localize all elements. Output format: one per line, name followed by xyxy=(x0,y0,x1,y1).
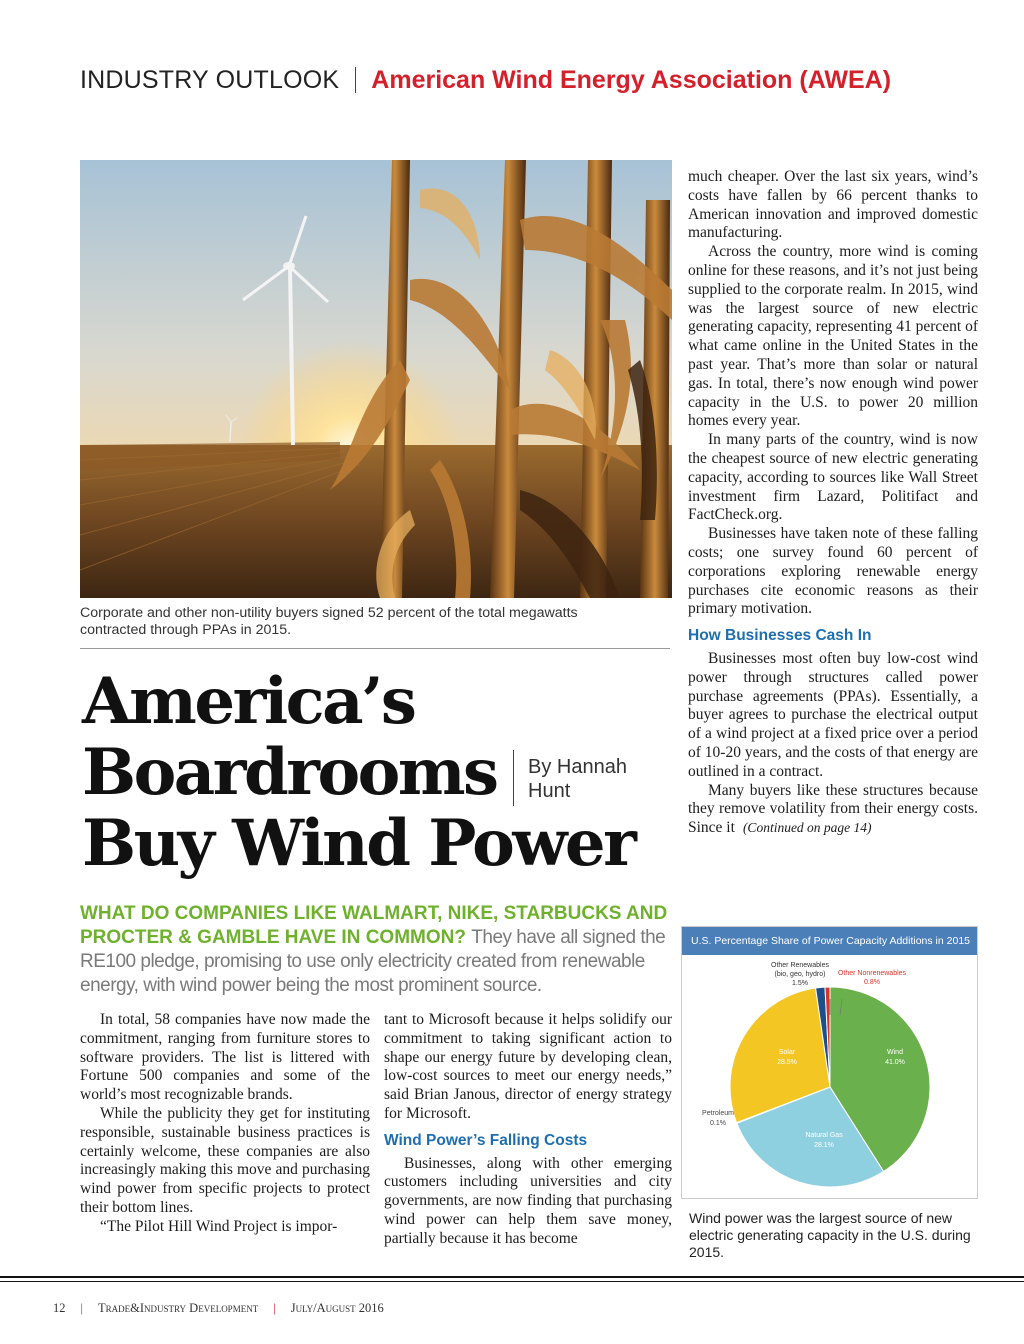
byline-line: By Hannah xyxy=(528,756,627,778)
body-paragraph: In total, 58 companies have now made the commitment, ranging from furniture stores to software providers. The list is littered with Fortune 500 companies and some of the world’s most recognizable brands. xyxy=(80,1011,370,1104)
label-other-renewables: Other Renewables xyxy=(771,962,829,969)
body-paragraph xyxy=(688,782,978,838)
label-other-nonrenewables-value: 0.8% xyxy=(864,979,880,986)
page-number: 12 xyxy=(53,1301,66,1315)
label-natural-gas: Natural Gas xyxy=(805,1132,843,1139)
turbine-cornfield-photo xyxy=(80,160,672,598)
chart-title: U.S. Percentage Share of Power Capacity Additions in 2015 xyxy=(682,927,977,955)
section-label: INDUSTRY OUTLOOK xyxy=(80,65,340,94)
label-other-renewables-sub: (bio, geo, hydro) xyxy=(774,971,826,978)
byline-divider xyxy=(513,750,514,806)
header-divider xyxy=(355,67,356,93)
page-footer xyxy=(53,1301,384,1316)
footer-separator: | xyxy=(273,1301,276,1315)
label-solar-value: 28.5% xyxy=(777,1059,797,1066)
body-paragraph: Businesses most often buy low-cost wind power through structures called power purchase agreements (PPAs). Essentially, a buyer agrees to purchase the electrical output of a wind project at a fixed price over a period of 10-20 years, and the costs of that energy are outlined in a contract. xyxy=(688,649,978,780)
footer-separator: | xyxy=(80,1301,84,1315)
organization-name: American Wind Energy Association (AWEA) xyxy=(371,65,892,94)
caption-divider xyxy=(80,648,670,649)
label-natural-gas-value: 28.1% xyxy=(814,1142,834,1149)
deck-text: They have all signed the RE100 pledge, promising to use only electricity created from renewable energy, with wind power being the most prominent source. xyxy=(80,927,666,996)
label-other-nonrenewables: Other Nonrenewables xyxy=(837,970,907,977)
label-petroleum-value: 0.1% xyxy=(710,1120,726,1127)
publication-name: Trade&Industry Development xyxy=(98,1301,259,1315)
byline xyxy=(528,755,658,803)
body-paragraph: Businesses, along with other emerging customers including universities and city governments, are now finding that purchasing wind power can help them save money, partially because it has become xyxy=(384,1154,672,1247)
body-paragraph: much cheaper. Over the last six years, wind’s costs have fallen by 66 percent thanks to American innovation and improved domestic manufacturing. xyxy=(688,168,978,242)
photo-caption xyxy=(80,605,670,639)
deck-highlight: WHAT DO COMPANIES LIKE WALMART, NIKE, STARBUCKS AND PROCTER & GAMBLE HAVE IN COMMON? xyxy=(80,903,668,948)
body-paragraph: While the publicity they get for instituting responsible, sustainable business practices is certainly welcome, these companies are also increasingly making this move and purchasing wind power from specific projects to protect their bottom lines. xyxy=(80,1104,370,1216)
label-wind: Wind xyxy=(887,1049,903,1056)
body-paragraph: “The Pilot Hill Wind Project is impor- xyxy=(100,1217,338,1235)
body-paragraph: tant to Microsoft because it helps solidify our commitment to taking significant action to shape our energy future by developing clean, low-cost sources to meet our energy needs,” said Brian Janous, director of energy strategy for Microsoft. xyxy=(384,1011,672,1122)
label-wind-value: 41.0% xyxy=(885,1059,905,1066)
byline-line: Hunt xyxy=(528,780,571,802)
body-column-3 xyxy=(688,168,978,838)
body-column-2 xyxy=(384,1011,672,1249)
footer-rule xyxy=(0,1276,1024,1278)
headline-line: America’s xyxy=(82,664,415,739)
body-paragraph: Across the country, more wind is coming online for these reasons, and it’s not just being supplied to the corporate realm. In 2015, wind was the largest source of new electric generating capacity, representing 41 percent of what came online in the United States in the past year. That’s more than solar or natural gas. In total, there’s now enough wind power capacity in the U.S. to power 20 million homes every year. xyxy=(688,243,978,430)
chart-caption: Wind power was the largest source of new electric generating capacity in the U.S. during 2015. xyxy=(689,1210,971,1260)
subhead-cash-in: How Businesses Cash In xyxy=(688,627,872,645)
page-header xyxy=(80,62,891,98)
label-solar: Solar xyxy=(778,1049,796,1056)
label-petroleum: Petroleum xyxy=(702,1110,734,1117)
body-paragraph: Businesses have taken note of these falling costs; one survey found 60 percent of corporations exploring renewable energy purchases cite economic reasons as their primary motivation. xyxy=(688,525,978,618)
footer-rule xyxy=(0,1281,1024,1282)
issue-date: July/August 2016 xyxy=(290,1301,384,1315)
photo-caption-line: contracted through PPAs in 2015. xyxy=(80,622,292,638)
subhead-falling-costs: Wind Power’s Falling Costs xyxy=(384,1131,588,1149)
continued-note: (Continued on page 14) xyxy=(742,820,872,836)
article-deck xyxy=(80,902,680,998)
capacity-share-chart xyxy=(681,926,978,1199)
headline-line: Boardrooms xyxy=(82,735,497,810)
photo-caption-line: Corporate and other non-utility buyers signed 52 percent of the total megawatts xyxy=(80,605,578,621)
headline-line: Buy Wind Power xyxy=(82,806,635,881)
pie-chart xyxy=(682,955,977,1198)
body-paragraph: In many parts of the country, wind is now the cheapest source of new electric generating capacity, according to sources like Wall Street investment firm Lazard, Politifact and FactCheck.org. xyxy=(688,431,978,524)
label-other-renewables-value: 1.5% xyxy=(792,980,808,987)
body-text: Many buyers like these structures because they remove volatility from their energy costs. Since it xyxy=(688,781,978,837)
body-column-1 xyxy=(80,1011,370,1237)
